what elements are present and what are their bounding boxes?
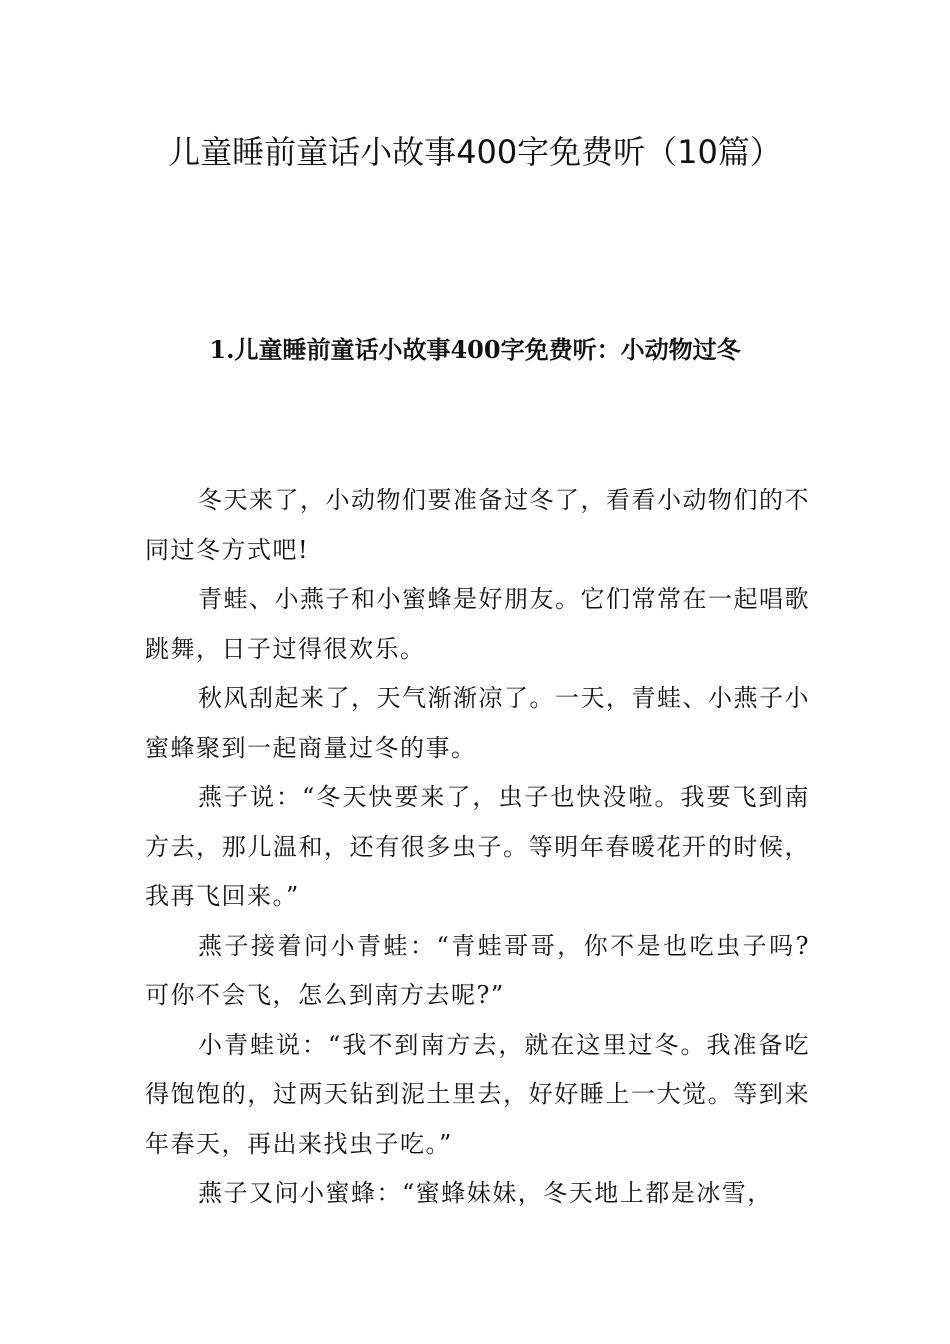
paragraph: 燕子接着问小青蛙：“青蛙哥哥，你不是也吃虫子吗?可你不会飞，怎么到南方去呢?” — [145, 931, 810, 1009]
document-title: 儿童睡前童话小故事400字免费听（10篇） — [168, 133, 782, 171]
section-heading: 1.儿童睡前童话小故事400字免费听：小动物过冬 — [209, 335, 741, 364]
paragraph: 秋风刮起来了，天气渐渐凉了。一天，青蛙、小燕子小蜜蜂聚到一起商量过冬的事。 — [145, 684, 810, 762]
paragraph: 小青蛙说：“我不到南方去，就在这里过冬。我准备吃得饱饱的，过两天钻到泥土里去，好好睡上一大觉。等到来年春天，再出来找虫子吃。” — [145, 1030, 810, 1158]
story-body — [145, 476, 810, 1219]
paragraph: 冬天来了，小动物们要准备过冬了，看看小动物们的不同过冬方式吧! — [145, 486, 810, 564]
paragraph: 燕子说：“冬天快要来了，虫子也快没啦。我要飞到南方去，那儿温和，还有很多虫子。等明年春暖花开的时候，我再飞回来。” — [145, 783, 810, 910]
paragraph: 燕子又问小蜜蜂：“蜜蜂妹妹，冬天地上都是冰雪， — [198, 1179, 773, 1207]
paragraph: 青蛙、小燕子和小蜜蜂是好朋友。它们常常在一起唱歌跳舞，日子过得很欢乐。 — [145, 585, 810, 663]
